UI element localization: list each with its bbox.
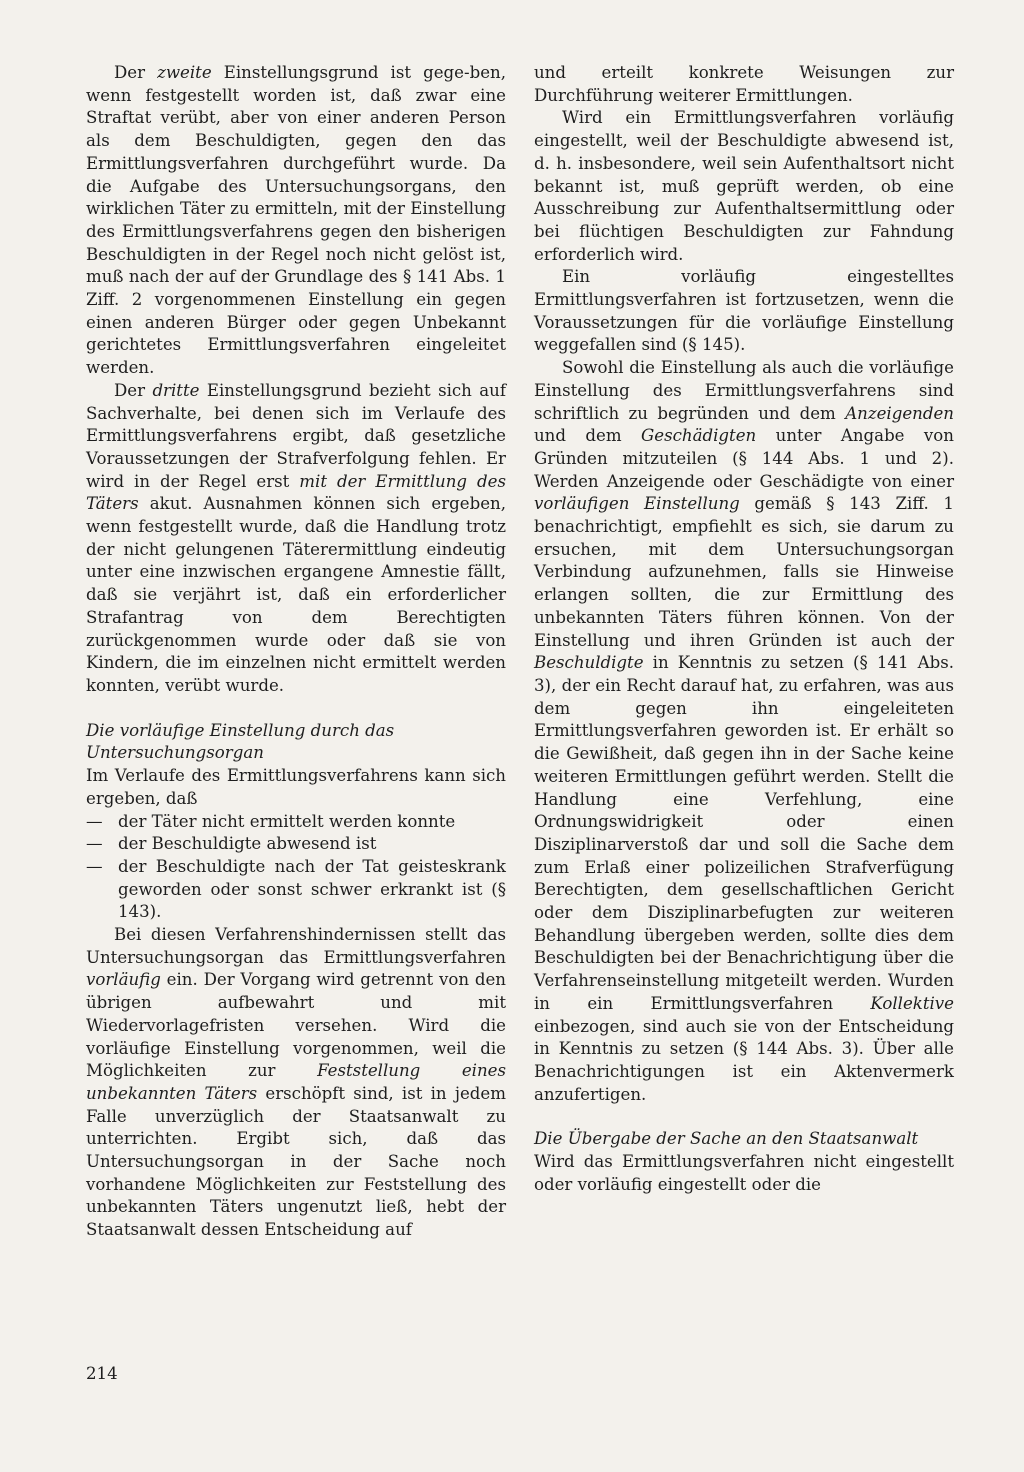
- list-intro: Im Verlaufe des Ermittlungsverfahrens kann sich ergeben, daß: [86, 766, 506, 808]
- section-heading-uebergabe: Die Übergabe der Sache an den Staatsanwalt: [534, 1129, 919, 1149]
- emphasis-text: Anzeigenden: [845, 403, 954, 423]
- emphasis-text: dritte: [152, 380, 200, 400]
- right-column: [534, 62, 954, 1196]
- list-item: [86, 833, 506, 856]
- dash-bullet: —: [86, 856, 103, 876]
- emphasis-text: Beschuldigte: [534, 653, 644, 673]
- emphasis-text: Kollektive: [870, 993, 954, 1013]
- paragraph-benachrichtigung: Sowohl die Einstellung als auch die vorläufige Einstellung des Ermittlungsverfahrens sind schriftlich zu begründen und dem Anzeigenden und dem Geschädigten unter Angabe von Gründen mitzuteilen (§ 144 Abs. 1 und 2). Werden Anzeigende oder Geschädigte von einer vorläufigen Einstellung gemäß § 143 Ziff. 1 benachrichtigt, empfiehlt es sich, sie darum zu ersuchen, mit dem Untersuchungsorgan Verbindung aufzunehmen, falls sie Hinweise erlangen sollten, die zur Ermittlung des unbekannten Täters führen können. Von der Einstellung und ihren Gründen ist auch der Beschuldigte in Kenntnis zu setzen (§ 141 Abs. 3), der ein Recht darauf hat, zu erfahren, was aus dem gegen ihn eingeleiteten Ermittlungsverfahren geworden ist. Er erhält so die Gewißheit, daß gegen ihn in der Sache keine weiteren Ermittlungen geführt werden. Stellt die Handlung eine Verfehlung, eine Ordnungswidrigkeit oder einen Disziplinarverstoß dar und soll die Sache dem zum Erlaß einer polizeilichen Strafverfügung Berechtigten, dem gesellschaftlichen Gericht oder dem Disziplinarbefugten zur weiteren Behandlung übergeben werden, sollte dies dem Beschuldigten bei der Benachrichtigung über die Verfahrenseinstellung mitgeteilt werden. Wurden in ein Ermittlungsverfahren Kollektive einbezogen, sind auch sie von der Entscheidung in Kenntnis zu setzen (§ 144 Abs. 3). Über alle Benachrichtigungen ist ein Aktenvermerk anzufertigen.: [534, 358, 954, 1104]
- emphasis-text: mit der Ermittlung des Täters: [86, 471, 506, 514]
- section-gap: [86, 698, 506, 720]
- list-item: [86, 811, 506, 834]
- emphasis-text: Feststellung eines unbekannten Täters: [86, 1061, 507, 1103]
- emphasis-text: vorläufigen Einstellung: [534, 494, 740, 514]
- paragraph-zweite-einstellungsgrund: Der zweite Einstellungsgrund ist gege-ben, wenn festgestellt worden ist, daß zwar eine Straftat verübt, aber von einer anderen Person als dem Beschuldigten, gegen den das Ermittlungsverfahren durchgeführt wurde. Da die Aufgabe des Untersuchungsorgans, den wirklichen Täter zu ermitteln, mit der Einstellung des Ermittlungsverfahrens gegen den bisherigen Beschuldigten in der Regel noch nicht gelöst ist, muß nach der auf der Grundlage des § 141 Abs. 1 Ziff. 2 vorgenommenen Einstellung ein gegen einen anderen Bürger oder gegen Unbekannt gerichtetes Ermittlungsverfahren eingeleitet werden.: [86, 63, 506, 378]
- paragraph-abwesenheit: Wird ein Ermittlungsverfahren vorläufig eingestellt, weil der Beschuldigte abwesend ist, d. h. insbesondere, weil sein Aufenthaltsort nicht bekannt ist, muß geprüft werden, ob eine Ausschreibung zur Aufenthaltsermittlung oder bei flüchtigen Beschuldigten zur Fahndung erforderlich wird.: [534, 108, 954, 264]
- emphasis-text: vorläufig: [86, 970, 161, 990]
- emphasis-text: Geschädigten: [641, 426, 757, 446]
- list-item: [86, 856, 506, 924]
- section-heading-vorlaeufige-einstellung: Die vorläufige Einstellung durch das Untersuchungsorgan: [86, 720, 395, 763]
- paragraph-uebergabe: Wird das Ermittlungsverfahren nicht eingestellt oder vorläufig eingestellt oder die: [534, 1152, 954, 1194]
- paragraph-fortsetzung: Ein vorläufig eingestelltes Ermittlungsverfahren ist fortzusetzen, wenn die Voraussetzungen für die vorläufige Einstellung weggefallen sind (§ 145).: [534, 267, 954, 355]
- emphasis-text: zweite: [157, 63, 212, 82]
- page-number: 214: [86, 1364, 118, 1383]
- left-column: [86, 62, 506, 1242]
- dash-bullet: —: [86, 811, 103, 831]
- section-gap: [534, 1106, 954, 1128]
- list-item-text: der Beschuldigte nach der Tat geisteskrank geworden oder sonst schwer erkrankt ist (§ 143).: [118, 856, 506, 922]
- list-item-text: der Täter nicht ermittelt werden konnte: [118, 811, 456, 831]
- paragraph-continuation: und erteilt konkrete Weisungen zur Durchführung weiterer Ermittlungen.: [534, 63, 954, 105]
- list-item-text: der Beschuldigte abwesend ist: [118, 834, 377, 854]
- condition-list: [86, 811, 506, 925]
- paragraph-verfahrenshindernisse: Bei diesen Verfahrenshindernissen stellt das Untersuchungsorgan das Ermittlungsverfahren vorläufig ein. Der Vorgang wird getrennt von den übrigen aufbewahrt und mit Wiedervorlagefristen versehen. Wird die vorläufige Einstellung vorgenommen, weil die Möglichkeiten zur Feststellung eines unbekannten Täters erschöpft sind, ist in jedem Falle unverzüglich der Staatsanwalt zu unterrichten. Ergibt sich, daß das Untersuchungsorgan in der Sache noch vorhandene Möglichkeiten zur Feststellung des unbekannten Täters ungenutzt ließ, hebt der Staatsanwalt dessen Entscheidung auf: [86, 925, 507, 1240]
- paragraph-dritte-einstellungsgrund: Der dritte Einstellungsgrund bezieht sich auf Sachverhalte, bei denen sich im Verlaufe des Ermittlungsverfahrens ergibt, daß gesetzliche Voraussetzungen der Strafverfolgung fehlen. Er wird in der Regel erst mit der Ermittlung des Täters akut. Ausnahmen können sich ergeben, wenn festgestellt wurde, daß die Handlung trotz der nicht gelungenen Täterermittlung eindeutig unter eine inzwischen ergangene Amnestie fällt, daß sie verjährt ist, daß ein erforderlicher Strafantrag von dem Berechtigten zurückgenommen wurde oder daß sie von Kindern, die im einzelnen nicht ermittelt werden konnten, verübt wurde.: [86, 380, 506, 695]
- dash-bullet: —: [86, 834, 103, 854]
